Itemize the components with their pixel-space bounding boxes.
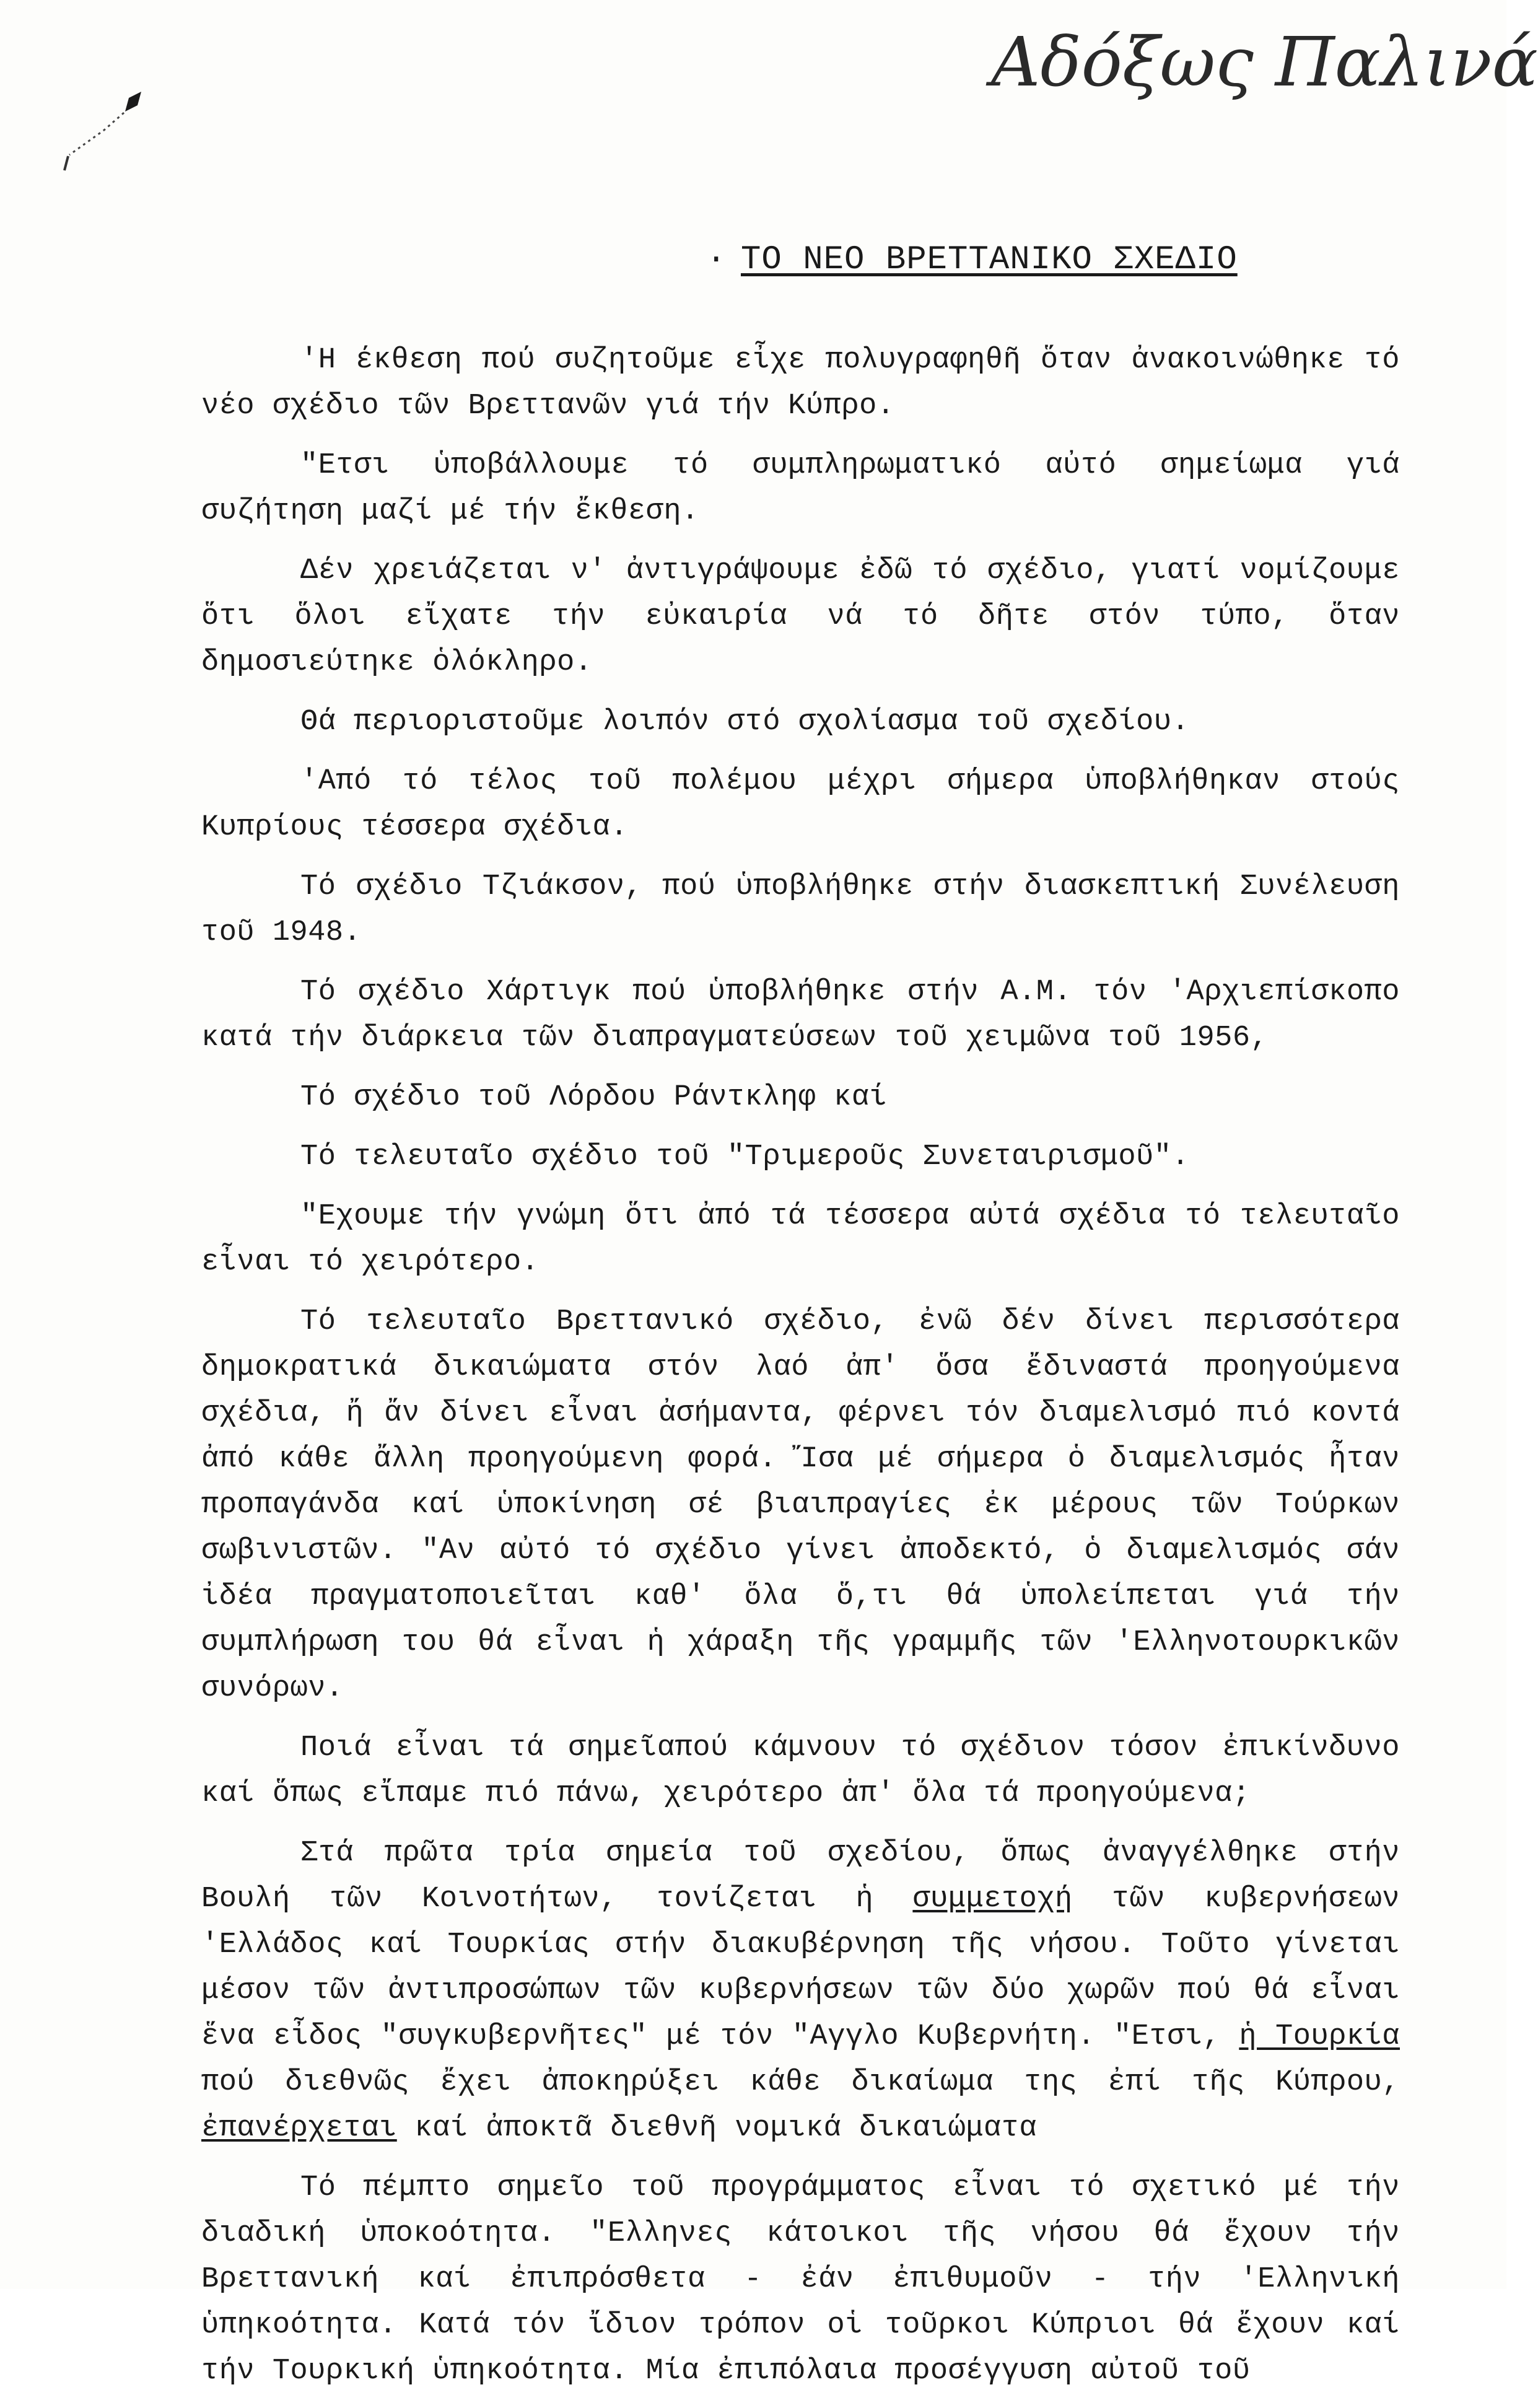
paragraph-9: Τό τελευταῖο σχέδιο τοῦ "Τριμεροῦς Συνεταιρισμοῦ". xyxy=(300,1141,1190,1173)
ink-mark-icon xyxy=(56,87,149,186)
paragraph-10: "Εχουμε τήν γνώμη ὅτι ἀπό τά τέσσερα αὐτά σχέδια τό τελευταῖο εἶναι τό χειρότερο. xyxy=(201,1200,1400,1279)
handwritten-note: Αδόξως Παλινά xyxy=(991,22,1538,102)
paragraph-3: Δέν χρειάζεται ν' ἀντιγράψουμε ἐδῶ τό σχέδιο, γιατί νομίζουμε ὅτι ὅλοι εἴχατε τήν εὐκαιρία νά τό δῆτε στόν τύπο, ὅταν δημοσιεύτηκε ὁλόκληρο. xyxy=(201,554,1400,679)
underlined-turkey: ἡ Τουρκία xyxy=(1239,2020,1400,2053)
paragraph-4: Θά περιοριστοῦμε λοιπόν στό σχολίασμα τοῦ σχεδίου. xyxy=(300,706,1190,738)
paragraph-13-text-2: τῶν κυβερνήσεων 'Ελλάδος καί Τουρκίας στήν διακυβέρνηση τῆς νήσου. Τοῦτο γίνεται μέσον τῶν ἀντιπροσώπων τῶν κυβερνήσεων τῶν δύο χωρῶν πού θά εἶναι ἕνα εἶδος "συγκυβερνῆτες" μέ τόν "Αγγλο Κυβερνήτη. "Ετσι, xyxy=(201,1883,1400,2053)
paragraph-6: Τό σχέδιο Τζιάκσον, πού ὑποβλήθηκε στήν διασκεπτική Συνέλευση τοῦ 1948. xyxy=(201,870,1400,949)
underlined-returns: ἐπανέρχεται xyxy=(201,2112,397,2145)
paragraph-13-text-3: πού διεθνῶς ἔχει ἀποκηρύξει κάθε δικαίωμα της ἐπί τῆς Κύπρου, xyxy=(201,2066,1400,2099)
document-body xyxy=(201,338,1400,2408)
title-dash: · xyxy=(706,241,727,279)
page-title: ΤΟ ΝΕΟ ΒΡΕΤΤΑΝΙΚΟ ΣΧΕΔΙΟ xyxy=(741,241,1238,279)
paragraph-13 xyxy=(201,1831,1400,2152)
paragraph-2: "Ετσι ὑποβάλλουμε τό συμπληρωματικό αὐτό σημείωμα γιά συζήτηση μαζί μέ τήν ἔκθεση. xyxy=(201,449,1400,528)
paragraph-7: Τό σχέδιο Χάρτιγκ πού ὑποβλήθηκε στήν Α.Μ. τόν 'Αρχιεπίσκοπο κατά τήν διάρκεια τῶν διαπραγματεύσεων τοῦ χειμῶνα τοῦ 1956, xyxy=(201,976,1400,1054)
paragraph-14: Τό πέμπτο σημεῖο τοῦ προγράμματος εἶναι τό σχετικό μέ τήν διαδική ὑποκοότητα. "Ελληνες κάτοικοι τῆς νήσου θά ἔχουν τήν Βρεττανική καί ἐπιπρόσθετα - ἐάν ἐπιθυμοῦν - τήν 'Ελληνική ὑπηκοότητα. Κατά τόν ἴδιον τρόπον οἱ τοῦρκοι Κύπριοι θά ἔχουν καί τήν Τουρκική ὑπηκοότητα. Μία ἐπιπόλαια προσέγγυση αὐτοῦ τοῦ xyxy=(201,2171,1400,2388)
paragraph-5: 'Από τό τέλος τοῦ πολέμου μέχρι σήμερα ὑποβλήθηκαν στούς Κυπρίους τέσσερα σχέδια. xyxy=(201,765,1400,844)
paragraph-8: Τό σχέδιο τοῦ Λόρδου Ράντκληφ καί xyxy=(300,1081,888,1114)
paragraph-12: Ποιά εἶναι τά σημεῖαπού κάμνουν τό σχέδιον τόσον ἐπικίνδυνο καί ὅπως εἴπαμε πιό πάνω, χειρότερο ἀπ' ὅλα τά προηγούμενα; xyxy=(201,1732,1400,1810)
paragraph-13-text-4: καί ἀποκτᾶ διεθνῆ νομικά δικαιώματα xyxy=(396,2112,1038,2145)
paragraph-11: Τό τελευταῖο Βρεττανικό σχέδιο, ἐνῶ δέν δίνει περισσότερα δημοκρατικά δικαιώματα στόν λαό ἀπ' ὅσα ἔδιναστά προηγούμενα σχέδια, ἤ ἄν δίνει εἶναι ἀσήμαντα, φέρνει τόν διαμελισμό πιό κοντά ἀπό κάθε ἄλλη προηγούμενη φορά. Ἴσα μέ σήμερα ὁ διαμελισμός ἦταν προπαγάνδα καί ὑποκίνηση σέ βιαιπραγίες ἐκ μέρους τῶν Τούρκων σωβινιστῶν. "Αν αὐτό τό σχέδιο γίνει ἀποδεκτό, ὁ διαμελισμός σάν ἰδέα πραγματοποιεῖται καθ' ὅλα ὅ,τι θά ὑπολείπεται γιά τήν συμπλήρωση του θά εἶναι ἡ χάραξη τῆς γραμμῆς τῶν 'Ελληνοτουρκικῶν συνόρων. xyxy=(201,1305,1400,1705)
paragraph-13-text-1: Στά πρῶτα τρία σημεία τοῦ σχεδίου, ὅπως ἀναγγέλθηκε στήν Βουλή τῶν Κοινοτήτων, τονίζεται ἡ xyxy=(201,1837,1400,1915)
underlined-participation: συμμετοχή xyxy=(912,1883,1073,1915)
paragraph-1: 'Η έκθεση πού συζητοῦμε εἶχε πολυγραφηθῆ ὅταν ἀνακοινώθηκε τό νέο σχέδιο τῶν Βρεττανῶν γιά τήν Κύπρο. xyxy=(201,344,1400,422)
